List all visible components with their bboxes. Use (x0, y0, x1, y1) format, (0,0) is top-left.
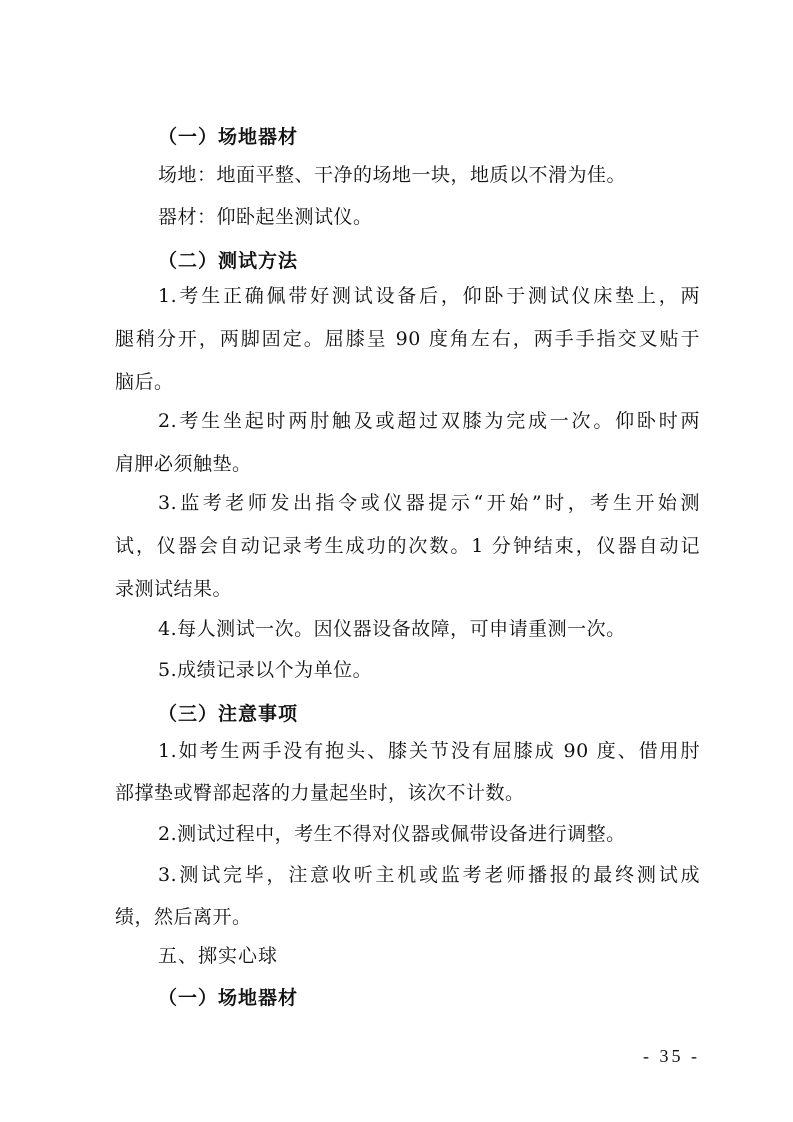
section-heading-venue-equipment-2: （一）场地器材 (158, 987, 299, 1009)
method-item-3-line-3: 录测试结果。 (115, 578, 233, 600)
notes-item-3-line-1: 3.测试完毕，注意收听主机或监考老师播报的最终测试成 (158, 864, 700, 886)
section-heading-test-method: （二）测试方法 (158, 250, 299, 272)
method-item-1-line-1: 1.考生正确佩带好测试设备后，仰卧于测试仪床垫上，两 (158, 285, 700, 307)
method-item-5: 5.成绩记录以个为单位。 (158, 659, 373, 681)
notes-item-1-line-1: 1.如考生两手没有抱头、膝关节没有屈膝成 90 度、借用肘 (158, 740, 700, 762)
method-item-4: 4.每人测试一次。因仪器设备故障，可申请重测一次。 (158, 618, 626, 640)
section-heading-notes: （三）注意事项 (158, 703, 299, 725)
method-item-3-line-1: 3.监考老师发出指令或仪器提示“开始”时，考生开始测 (158, 492, 700, 514)
method-item-2-line-1: 2.考生坐起时两肘触及或超过双膝为完成一次。仰卧时两 (158, 410, 700, 432)
equipment-text: 器材：仰卧起坐测试仪。 (158, 206, 373, 228)
venue-text: 场地：地面平整、干净的场地一块，地质以不滑为佳。 (158, 164, 627, 186)
notes-item-2: 2.测试过程中，考生不得对仪器或佩带设备进行调整。 (158, 823, 626, 845)
chapter-heading-shot-put: 五、掷实心球 (158, 945, 279, 967)
notes-item-3-line-2: 绩，然后离开。 (115, 906, 252, 928)
section-heading-venue-equipment: （一）场地器材 (158, 126, 299, 148)
notes-item-1-line-2: 部撑垫或臀部起落的力量起坐时，该次不计数。 (115, 782, 525, 804)
method-item-2-line-2: 肩胛必须触垫。 (115, 453, 252, 475)
method-item-3-line-2: 试，仪器会自动记录考生成功的次数。1 分钟结束，仪器自动记 (115, 535, 700, 557)
page-number: - 35 - (643, 1046, 700, 1066)
method-item-1-line-3: 脑后。 (115, 371, 174, 393)
method-item-1-line-2: 腿稍分开，两脚固定。屈膝呈 90 度角左右，两手手指交叉贴于 (115, 328, 700, 350)
